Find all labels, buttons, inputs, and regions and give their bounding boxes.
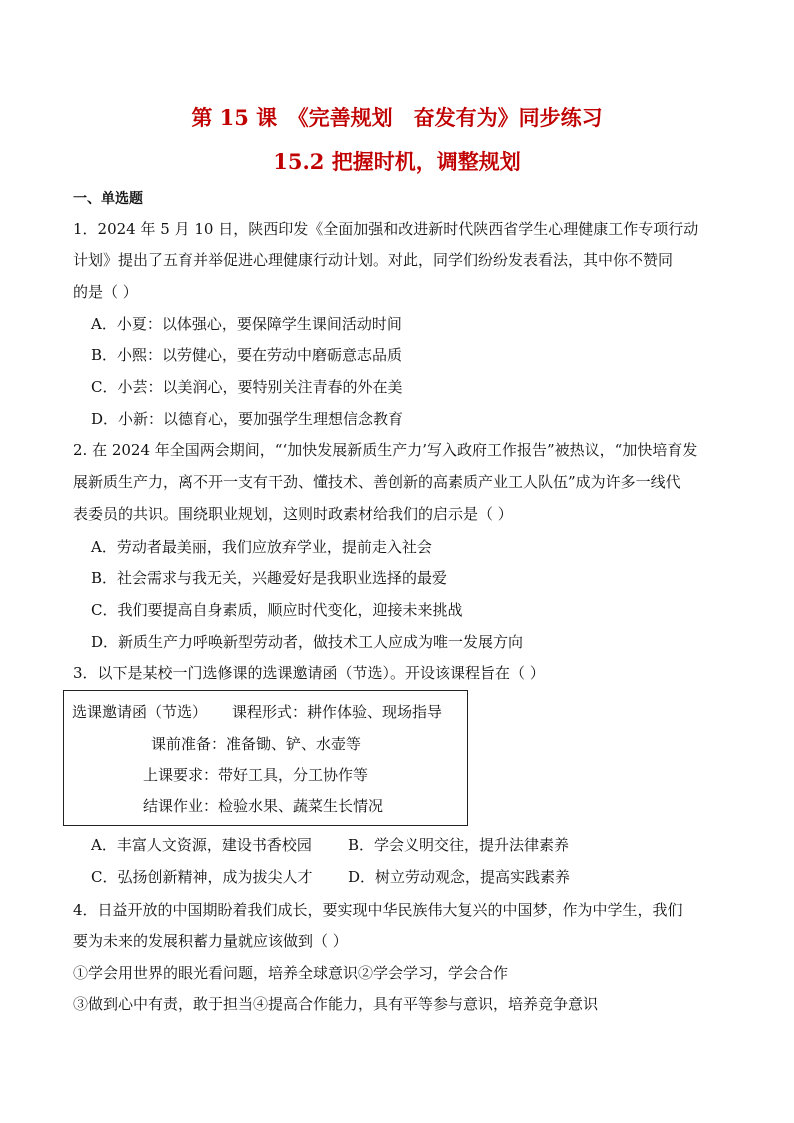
invitation-box: [63, 690, 468, 826]
q3-stem-line-1: 3．以下是某校一门选修课的选课邀请函（节选）。开设该课程旨在（ ）: [73, 664, 545, 682]
q4-stem-line-2: 要为未来的发展积蓄力量就应该做到（ ）: [73, 932, 348, 950]
q4-choice-line-2: ③做到心中有责，敢于担当④提高合作能力，具有平等参与意识，培养竞争意识: [73, 995, 599, 1013]
q1-stem-line-1: 1．2024 年 5 月 10 日，陕西印发《全面加强和改进新时代陕西省学生心理健康工作专项行动: [73, 220, 699, 238]
q1-option-b: B．小熙：以劳健心，要在劳动中磨砺意志品质: [91, 346, 403, 364]
invitation-title: 选课邀请函（节选）: [72, 703, 208, 721]
invitation-course-form: 课程形式：耕作体验、现场指导: [232, 703, 443, 721]
q1-option-d: D．小新：以德育心，要加强学生理想信念教育: [91, 410, 404, 428]
q3-option-b: B．学会义明交往，提升法律素养: [348, 836, 570, 854]
q3-option-c: C．弘扬创新精神，成为拔尖人才: [91, 868, 313, 886]
document-title: 第 15 课 《完善规划 奋发有为》同步练习: [191, 105, 603, 130]
q2-option-c: C．我们要提高自身素质，顺应时代变化，迎接未来挑战: [91, 601, 463, 619]
q1-stem-line-3: 的是（ ）: [73, 283, 138, 301]
q1-stem-line-2: 计划》提出了五育并举促进心理健康行动计划。对此，同学们纷纷发表看法，其中你不赞同: [73, 251, 674, 269]
invitation-preparation: 课前准备：准备锄、铲、水壶等: [151, 735, 362, 753]
q2-option-d: D．新质生产力呼唤新型劳动者，做技术工人应成为唯一发展方向: [91, 633, 524, 651]
invitation-requirements: 上课要求：带好工具，分工协作等: [143, 766, 369, 784]
q3-option-a: A．丰富人文资源，建设书香校园: [91, 836, 312, 854]
q1-option-a: A．小夏：以体强心，要保障学生课间活动时间: [91, 315, 402, 333]
q2-stem-line-2: 展新质生产力，离不开一支有干劲、懂技术、善创新的高素质产业工人队伍”成为许多一线代: [73, 473, 681, 491]
invitation-homework: 结课作业：检验水果、蔬菜生长情况: [143, 797, 384, 815]
q2-stem-line-1: 2. 在 2024 年全国两会期间，“‘加快发展新质生产力’写入政府工作报告”被热议，“加快培育发: [73, 441, 698, 459]
q2-option-b: B．社会需求与我无关，兴趣爱好是我职业选择的最爱: [91, 569, 448, 587]
document-subtitle: 15.2 把握时机，调整规划: [273, 149, 521, 174]
q4-choice-line-1: ①学会用世界的眼光看问题，培养全球意识②学会学习，学会合作: [73, 964, 509, 982]
q3-option-d: D．树立劳动观念，提高实践素养: [348, 868, 571, 886]
q2-option-a: A．劳动者最美丽，我们应放弃学业，提前走入社会: [91, 538, 432, 556]
q1-option-c: C．小芸：以美润心，要特别关注青春的外在美: [91, 378, 403, 396]
q4-stem-line-1: 4．日益开放的中国期盼着我们成长，要实现中华民族伟大复兴的中国梦，作为中学生，我们: [73, 901, 683, 919]
section-heading: 一、单选题: [73, 191, 143, 207]
q2-stem-line-3: 表委员的共识。围绕职业规划，这则时政素材给我们的启示是（ ）: [73, 505, 513, 523]
